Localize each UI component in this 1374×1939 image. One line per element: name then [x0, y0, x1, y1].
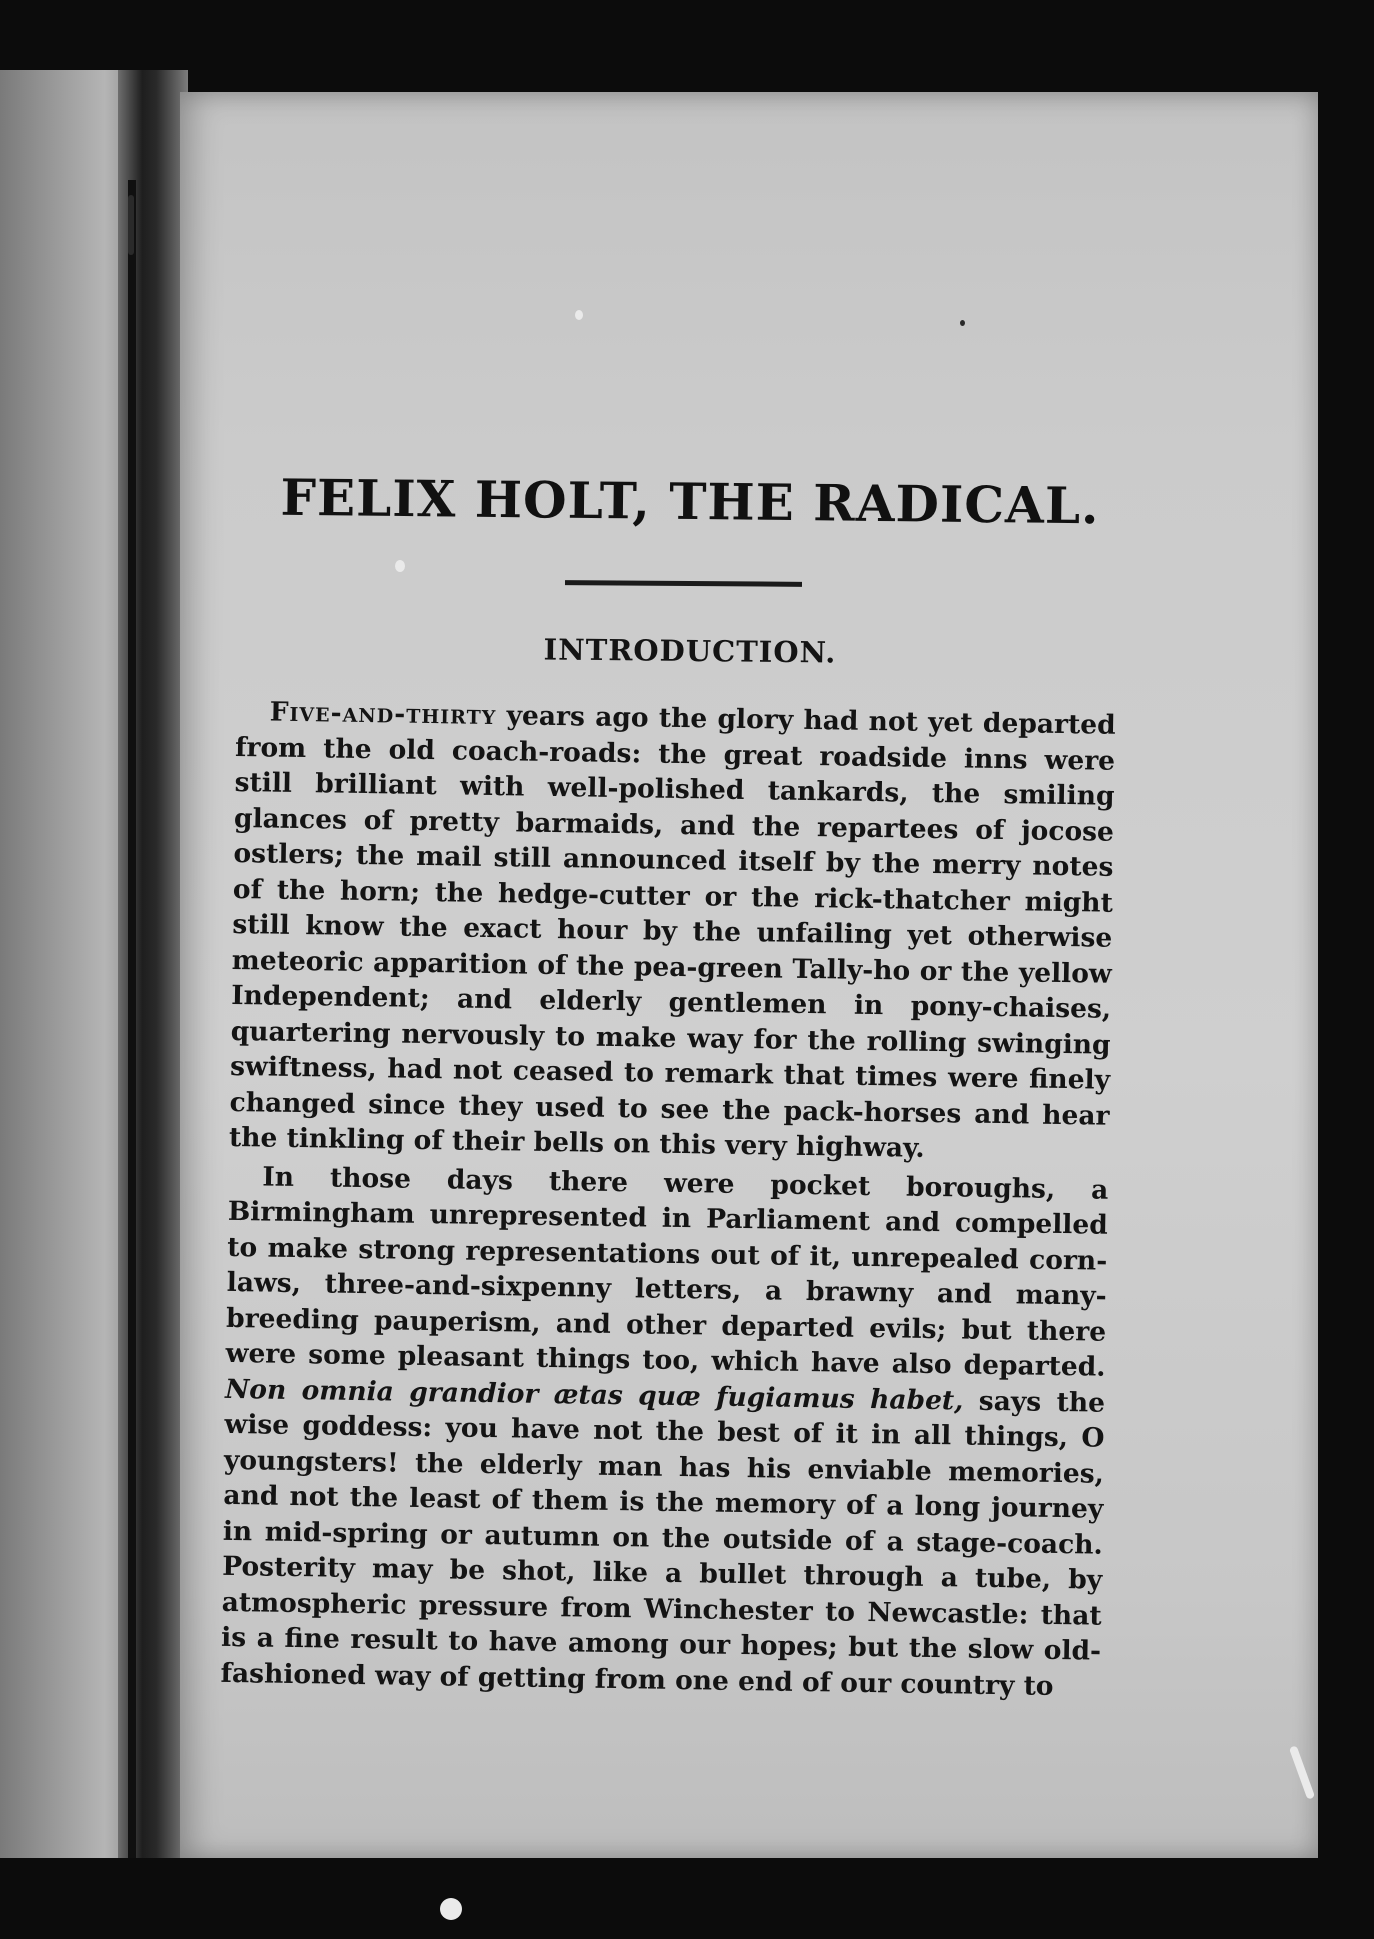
scan-dust-speck — [575, 310, 583, 320]
paragraph-2-text-start: In those days there were pocket boroughs, a Birmingham unrepresented in Parliament and compelled to make strong representations out of it, unrepealed corn-laws, three-and-sixpenny letters, a brawny and many-breeding pauperism, and other departed evils; but there were some pleasant things too, which have also departed. — [225, 1160, 1109, 1383]
paragraph-2-text-end: says the wise goddess: you have not the best of it in all things, O youngsters! the elderly man has his enviable memories, and not the least of them is the memory of a long journey in mid-spring or autumn on the outside of a stage-coach. Posterity may be shot, like a bullet through a tube, by atmospheric pressure from Winchester to Newcastle: that is a fine result to have among our hopes; but the slow old-fashioned way of getting from one end of our country to — [220, 1385, 1106, 1702]
paragraph-2 — [220, 1158, 1108, 1704]
scan-dust-speck — [128, 195, 134, 255]
book-title: FELIX HOLT, THE RADICAL. — [280, 467, 1100, 536]
scan-dust-speck — [440, 1898, 462, 1920]
body-text — [220, 694, 1116, 1705]
scan-bottom-border — [0, 1858, 1374, 1939]
scan-top-border — [0, 0, 1374, 95]
scan-dust-speck — [960, 320, 965, 326]
book-gutter-line — [128, 180, 136, 1880]
scan-dust-speck — [395, 560, 405, 572]
scan-right-border — [1318, 0, 1374, 1939]
paragraph-1 — [229, 694, 1116, 1169]
paragraph-1-text: years ago the glory had not yet departed from the old coach-roads: the great roadside inns were still brilliant with well-polished tankards, the smiling glances of pretty barmaids, and the repartees of jocose ostlers; the mail still announced itself by the merry notes of the horn; the hedge-cutter or the rick-thatcher might still know the exact hour by the unfailing yet otherwise meteoric apparition of the pea-green Tally-ho or the yellow Independent; and elderly gentlemen in pony-chaises, quartering nervously to make way for the rolling swinging swiftness, had not ceased to remark that times were finely changed since they used to see the pack-horses and hear the tinkling of their bells on this very highway. — [228, 700, 1116, 1164]
latin-quotation: Non omnia grandior ætas quæ fugiamus habet, — [224, 1373, 964, 1417]
paragraph-lead-words: Five-and-thirty — [269, 696, 497, 732]
section-heading: INTRODUCTION. — [543, 632, 837, 670]
